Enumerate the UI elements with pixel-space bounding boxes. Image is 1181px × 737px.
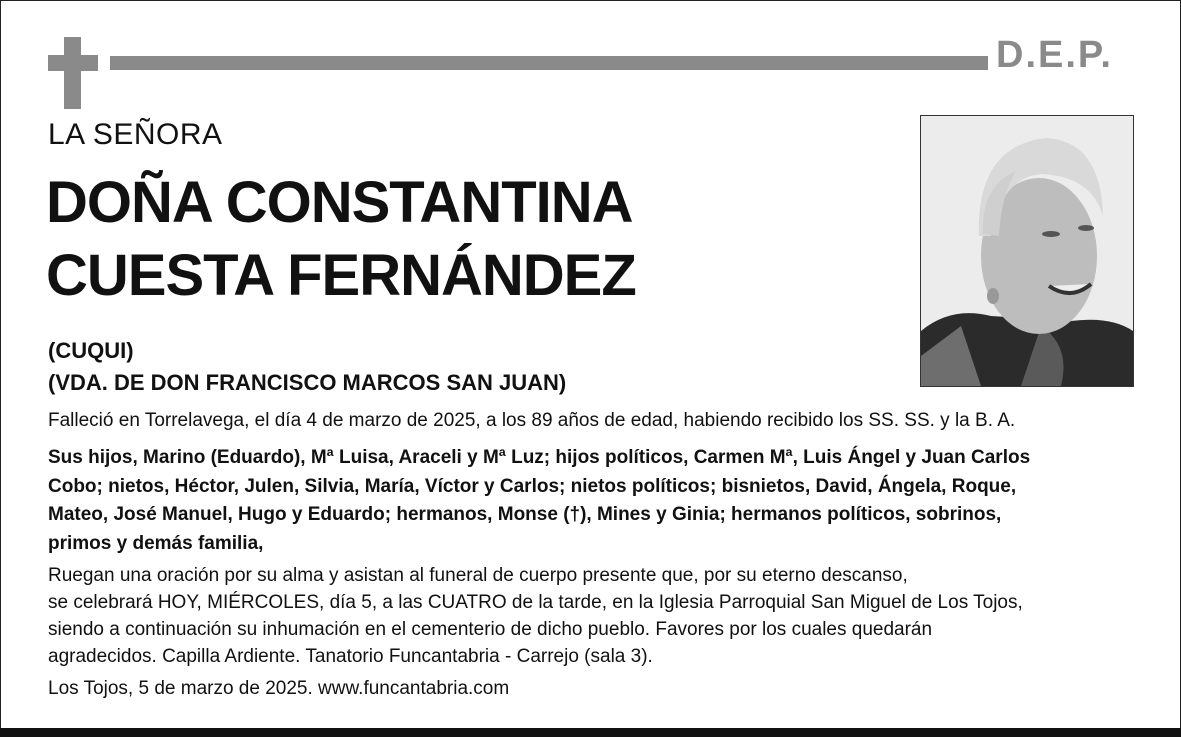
name-line-1: DOÑA CONSTANTINA	[46, 170, 633, 235]
widow-of: (VDA. DE DON FRANCISCO MARCOS SAN JUAN)	[48, 370, 567, 395]
funeral-line: se celebrará HOY, MIÉRCOLES, día 5, a las CUATRO de la tarde, en la Iglesia Parroquial San Miguel de Los Tojos,	[48, 592, 1023, 613]
footer-date-web: Los Tojos, 5 de marzo de 2025. www.funcantabria.com	[48, 678, 510, 699]
bottom-rule	[0, 728, 1181, 737]
family-line: Sus hijos, Marino (Eduardo), Mª Luisa, Araceli y Mª Luz; hijos políticos, Carmen Mª, Luis Ángel y Juan Carlos	[48, 447, 1031, 468]
nickname: (CUQUI)	[48, 338, 134, 363]
funeral-line: Ruegan una oración por su alma y asistan al funeral de cuerpo presente que, por su eterno descanso,	[48, 565, 908, 586]
cross-icon-bar	[48, 55, 98, 71]
portrait-photo	[920, 115, 1134, 387]
family-list	[48, 444, 1128, 558]
funeral-line: siendo a continuación su inhumación en el cementerio de dicho pueblo. Favores por los cuales quedarán	[48, 619, 933, 640]
funeral-line: agradecidos. Capilla Ardiente. Tanatorio Funcantabria - Carrejo (sala 3).	[48, 646, 653, 667]
name-line-2: CUESTA FERNÁNDEZ	[46, 243, 636, 308]
family-line: Mateo, José Manuel, Hugo y Eduardo; hermanos, Monse (†), Mines y Ginia; hermanos políticos, sobrinos,	[48, 504, 1002, 525]
cross-icon	[64, 37, 81, 109]
deceased-name	[46, 166, 636, 312]
death-notice: Falleció en Torrelavega, el día 4 de marzo de 2025, a los 89 años de edad, habiendo recibido los SS. SS. y la B. A.	[48, 410, 1016, 431]
family-line: Cobo; nietos, Héctor, Julen, Silvia, María, Víctor y Carlos; nietos políticos; bisnietos, David, Ángela, Roque,	[48, 475, 1017, 497]
dep-label: D.E.P.	[996, 34, 1113, 76]
header-rule	[110, 56, 988, 70]
family-line: primos y demás familia,	[48, 532, 264, 554]
portrait-image	[921, 116, 1133, 386]
funeral-details	[48, 562, 1023, 670]
intro-label: LA SEÑORA	[48, 118, 223, 151]
